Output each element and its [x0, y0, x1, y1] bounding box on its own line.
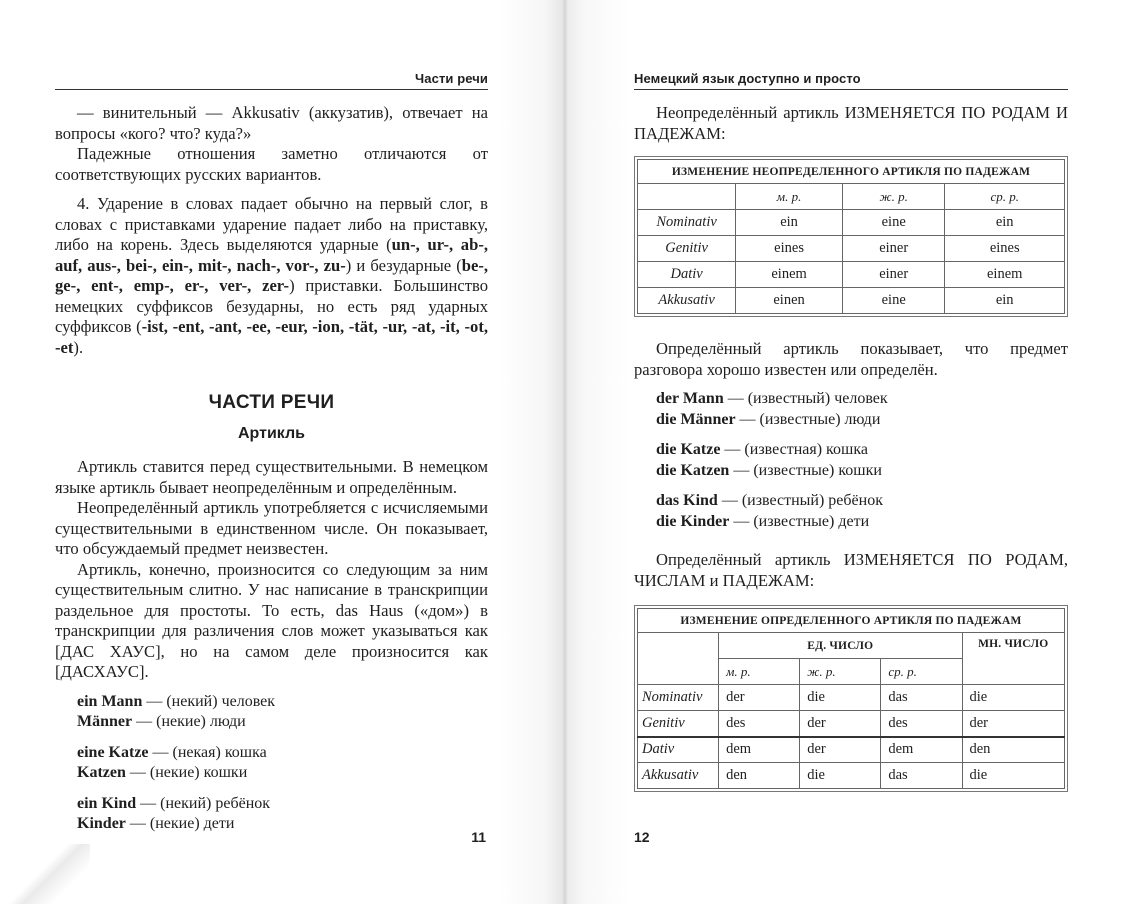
table-cell: der [800, 737, 881, 763]
table-cell: der [719, 685, 800, 711]
table-row [638, 236, 1065, 262]
subsection-title: Артикль [238, 425, 305, 442]
left-page-body [55, 103, 488, 835]
table-cell: dem [719, 737, 800, 763]
table-cell: ein [945, 288, 1065, 314]
table-row [638, 288, 1065, 314]
german-word: Männer [77, 713, 133, 730]
example-group [77, 794, 488, 835]
gender-header: ср. р. [945, 184, 1065, 210]
example-group [77, 692, 488, 733]
right-page [634, 0, 1068, 904]
example-line [77, 692, 488, 713]
table-cell: das [881, 763, 962, 789]
paragraph: Неопределённый артикль употребляется с исчисляемыми существительными в единственном числе. Он показывает, что обсуждаемый предмет неизвестен. [55, 498, 488, 558]
german-word: ein Kind [77, 794, 137, 812]
translation: — (известные) люди [735, 410, 881, 428]
page-number-left: 11 [471, 829, 486, 845]
stress-paragraph [55, 194, 488, 358]
plural-header: МН. ЧИСЛО [962, 633, 1065, 685]
table-cell: einer [842, 262, 944, 288]
table-cell: die [800, 763, 881, 789]
table-cell: dem [881, 737, 962, 763]
example-line [656, 491, 1068, 512]
example-line [77, 814, 488, 835]
left-page [55, 0, 488, 904]
indefinite-article-table-frame [634, 156, 1068, 317]
table-row [638, 210, 1065, 236]
german-word: der Mann [656, 390, 724, 407]
case-label: Dativ [638, 737, 719, 763]
table-cell: des [719, 711, 800, 737]
example-line [656, 512, 1068, 533]
example-line [77, 763, 488, 784]
example-group [656, 491, 1068, 532]
translation: — (известные) кошки [729, 461, 882, 479]
empty-header-cell [638, 633, 719, 685]
text-run: ) приставки. Большинство немецких суффиксов безударны, но есть ряд ударных суффиксов ( [55, 276, 489, 336]
example-group [656, 440, 1068, 481]
translation: — (известная) кошка [720, 441, 868, 458]
translation: — (некий) человек [142, 692, 276, 710]
text-run: ). [73, 337, 84, 357]
definite-article-table [637, 608, 1065, 789]
translation: — (некий) ребёнок [136, 794, 271, 812]
table-cell: einem [945, 262, 1065, 288]
table-cell: die [962, 685, 1065, 711]
example-line [77, 743, 488, 764]
example-line [656, 440, 1068, 461]
section-title: ЧАСТИ РЕЧИ [208, 392, 335, 413]
german-word: die Kinder [656, 512, 730, 530]
example-line [656, 410, 1068, 431]
table-cell: die [800, 685, 881, 711]
translation: — (некие) кошки [125, 764, 248, 781]
gender-header: ср. р. [881, 659, 962, 685]
text-run: 4. Ударение в словах падает обычно на первый слог, в словах с приставками ударение падает либо на приставку, либо на корень. Здесь выделяются ударные ( [55, 194, 488, 254]
german-word: das Kind [656, 492, 718, 509]
gender-header: м. р. [736, 184, 843, 210]
stressed-suffixes: -ist, -ent, -ant, -ee, -eur, -ion, -tät, -ur, -at, -it, -ot, -et [55, 317, 488, 357]
example-line [77, 712, 488, 733]
table-cell: den [962, 737, 1065, 763]
table-row [638, 711, 1065, 737]
example-line [77, 794, 488, 815]
table-cell: einer [842, 236, 944, 262]
case-label: Nominativ [638, 685, 719, 711]
paragraph: Артикль, конечно, произносится со следующим за ним существительным слитно. У нас написание в транскрипции раздельное для простоты. То есть, das Haus («дом») в транскрипции для различения слов может указываться как [ДАС ХАУС], но на самом деле произносится как [ДАСХАУС]. [55, 559, 488, 681]
table-cell: der [800, 711, 881, 737]
case-label: Nominativ [638, 210, 736, 236]
translation: — (некая) кошка [148, 743, 267, 761]
paragraph: Определённый артикль ИЗМЕНЯЕТСЯ ПО РОДАМ, ЧИСЛАМ и ПАДЕЖАМ: [634, 550, 1068, 590]
gender-header: м. р. [719, 659, 800, 685]
singular-header: ЕД. ЧИСЛО [719, 633, 962, 659]
table-cell: eine [842, 210, 944, 236]
table-row [638, 262, 1065, 288]
gender-header: ж. р. [842, 184, 944, 210]
table-cell: ein [945, 210, 1065, 236]
german-word: die Katze [656, 441, 721, 458]
example-group [656, 389, 1068, 430]
paragraph: Неопределённый артикль ИЗМЕНЯЕТСЯ ПО РОДАМ И ПАДЕЖАМ: [634, 103, 1068, 143]
case-label: Akkusativ [638, 288, 736, 314]
table-cell: das [881, 685, 962, 711]
german-word: Katzen [77, 764, 126, 781]
translation: — (некие) дети [125, 815, 235, 832]
table-cell: eine [842, 288, 944, 314]
translation: — (известный) человек [723, 390, 888, 407]
table-row [638, 685, 1065, 711]
table-cell: ein [736, 210, 843, 236]
table-cell: den [719, 763, 800, 789]
table-cell: des [881, 711, 962, 737]
table-cell: einem [736, 262, 843, 288]
paragraph: Падежные отношения заметно отличаются от соответствующих русских вариантов. [55, 144, 488, 184]
table-cell: der [962, 711, 1065, 737]
paragraph: — винительный — Akkusativ (аккузатив), отвечает на вопросы «кого? что? куда?» [55, 103, 488, 143]
page-number-right: 12 [634, 829, 650, 845]
case-label: Genitiv [638, 711, 719, 737]
german-word: eine Katze [77, 743, 149, 761]
german-word: Kinder [77, 815, 126, 832]
empty-header-cell [638, 184, 736, 210]
table-caption: ИЗМЕНЕНИЕ НЕОПРЕДЕЛЕННОГО АРТИКЛЯ ПО ПАДЕЖАМ [638, 160, 1065, 184]
right-page-body [634, 103, 1068, 792]
table-cell: eines [945, 236, 1065, 262]
unstressed-prefixes: be-, ge-, ent-, emp-, er-, ver-, zer- [55, 255, 488, 295]
case-label: Akkusativ [638, 763, 719, 789]
case-label: Genitiv [638, 236, 736, 262]
german-word: die Männer [656, 410, 736, 428]
table-cell: die [962, 763, 1065, 789]
table-row [638, 763, 1065, 789]
table-cell: einen [736, 288, 843, 314]
running-head-left: Части речи [55, 71, 488, 90]
german-word: die Katzen [656, 461, 730, 479]
paragraph: Определённый артикль показывает, что предмет разговора хорошо известен или определён. [634, 339, 1068, 379]
translation: — (известный) ребёнок [717, 492, 883, 509]
table-caption: ИЗМЕНЕНИЕ ОПРЕДЕЛЕННОГО АРТИКЛЯ ПО ПАДЕЖАМ [638, 609, 1065, 633]
definite-article-table-frame [634, 605, 1068, 792]
example-line [656, 461, 1068, 482]
paragraph: Артикль ставится перед существительными. В немецком языке артикль бывает неопределённым и определённым. [55, 457, 488, 497]
german-word: ein Mann [77, 692, 143, 710]
case-label: Dativ [638, 262, 736, 288]
stressed-prefixes: un-, ur-, ab-, auf, aus-, bei-, ein-, mit-, nach-, vor-, zu- [55, 235, 488, 275]
text-run: ) и безударные ( [345, 255, 462, 275]
book-binding-gutter [500, 0, 630, 904]
example-line [656, 389, 1068, 410]
table-row [638, 737, 1065, 763]
example-group [77, 743, 488, 784]
translation: — (некие) люди [132, 713, 246, 730]
indefinite-article-table [637, 159, 1065, 314]
table-cell: eines [736, 236, 843, 262]
running-head-right: Немецкий язык доступно и просто [634, 71, 1068, 90]
translation: — (известные) дети [729, 512, 870, 530]
gender-header: ж. р. [800, 659, 881, 685]
